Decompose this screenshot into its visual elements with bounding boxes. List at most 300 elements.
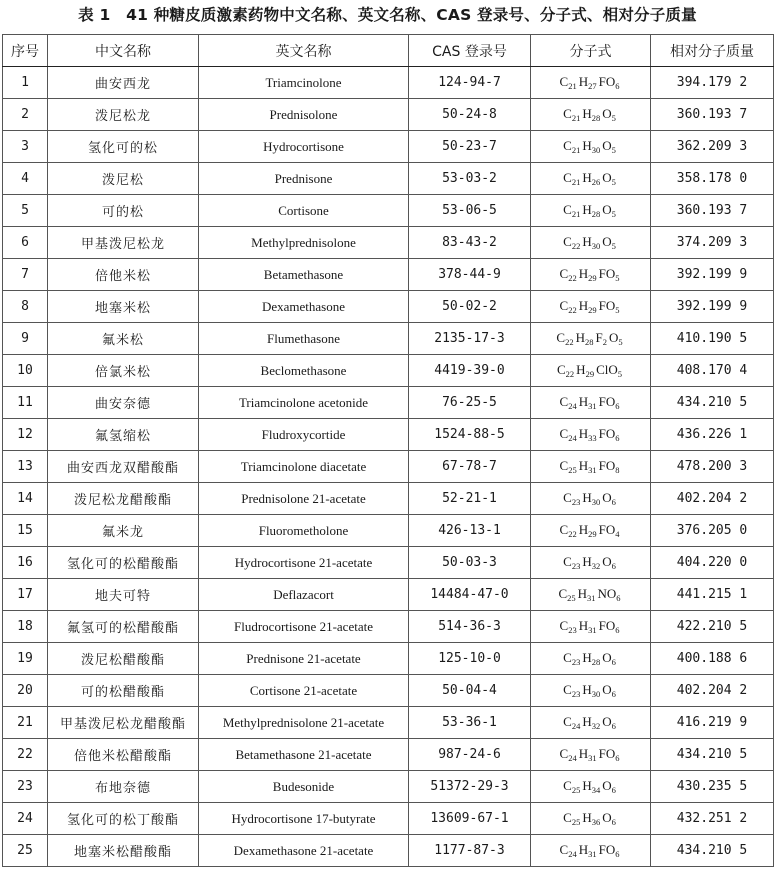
cell-chinese-name: 布地奈德 (48, 771, 199, 803)
formula-element: ClO (596, 362, 618, 377)
formula-element: C (563, 810, 572, 825)
formula-subscript: 29 (588, 529, 597, 539)
formula-subscript: 5 (615, 273, 620, 283)
cell-serial-number: 4 (3, 163, 48, 195)
cell-molecular-formula (531, 323, 651, 355)
formula-subscript: 22 (565, 369, 575, 379)
formula-element: H (582, 714, 592, 729)
cell-chinese-name: 泼尼松龙 (48, 99, 199, 131)
cell-molecular-mass: 394.179 2 (651, 67, 774, 99)
cell-molecular-mass: 478.200 3 (651, 451, 774, 483)
cell-molecular-mass: 404.220 0 (651, 547, 774, 579)
formula-subscript: 6 (611, 689, 616, 699)
formula-subscript: 30 (591, 145, 601, 155)
table-row (3, 835, 774, 867)
glucocorticoid-table (2, 34, 774, 867)
table-row (3, 675, 774, 707)
formula-subscript: 22 (568, 305, 577, 315)
formula-subscript: 5 (611, 209, 616, 219)
cell-serial-number: 8 (3, 291, 48, 323)
formula-element: C (559, 842, 569, 857)
cell-molecular-formula (531, 515, 651, 547)
cell-molecular-formula (531, 675, 651, 707)
formula-element: O (605, 74, 616, 89)
formula-subscript: 23 (571, 561, 581, 571)
formula-subscript: 8 (615, 465, 620, 475)
formula-element: C (559, 298, 569, 313)
cell-serial-number: 14 (3, 483, 48, 515)
cell-molecular-mass: 434.210 5 (651, 739, 774, 771)
formula-subscript: 33 (588, 433, 597, 443)
formula-element: O (605, 426, 616, 441)
formula-element: C (563, 106, 572, 121)
cell-molecular-mass: 376.205 0 (651, 515, 774, 547)
cell-molecular-mass: 358.178 0 (651, 163, 774, 195)
formula-subscript: 28 (591, 113, 601, 123)
formula-element: C (556, 330, 566, 345)
cell-cas-number: 67-78-7 (409, 451, 531, 483)
formula-element: C (563, 554, 572, 569)
table-caption: 表 1 41 种糖皮质激素药物中文名称、英文名称、CAS 登录号、分子式、相对分子质量 (78, 6, 697, 24)
cell-molecular-formula (531, 131, 651, 163)
formula-element: O (602, 714, 612, 729)
cell-serial-number: 24 (3, 803, 48, 835)
table-row (3, 739, 774, 771)
cell-english-name: Methylprednisolone 21-acetate (199, 707, 409, 739)
formula-element: H (578, 394, 589, 409)
formula-subscript: 23 (568, 625, 577, 635)
cell-chinese-name: 曲安奈德 (48, 387, 199, 419)
cell-molecular-formula (531, 483, 651, 515)
cell-cas-number: 378-44-9 (409, 259, 531, 291)
formula-element: C (563, 778, 572, 793)
cell-serial-number: 5 (3, 195, 48, 227)
cell-english-name: Deflazacort (199, 579, 409, 611)
formula-subscript: 23 (571, 657, 581, 667)
cell-chinese-name: 氟米松 (48, 323, 199, 355)
formula-subscript: 5 (617, 369, 622, 379)
cell-molecular-formula (531, 835, 651, 867)
formula-subscript: 6 (615, 433, 620, 443)
cell-cas-number: 76-25-5 (409, 387, 531, 419)
cell-serial-number: 18 (3, 611, 48, 643)
header-row (3, 35, 774, 67)
formula-subscript: 6 (611, 657, 616, 667)
cell-serial-number: 25 (3, 835, 48, 867)
formula-element: H (575, 330, 585, 345)
cell-chinese-name: 氟氢缩松 (48, 419, 199, 451)
cell-chinese-name: 可的松 (48, 195, 199, 227)
cell-molecular-formula (531, 291, 651, 323)
formula-element: H (578, 522, 589, 537)
table-row (3, 419, 774, 451)
cell-cas-number: 52-21-1 (409, 483, 531, 515)
formula-subscript: 2 (602, 337, 607, 347)
formula-subscript: 25 (571, 785, 581, 795)
cell-serial-number: 9 (3, 323, 48, 355)
cell-cas-number: 50-03-3 (409, 547, 531, 579)
formula-subscript: 26 (591, 177, 601, 187)
cell-molecular-formula (531, 771, 651, 803)
formula-subscript: 30 (591, 689, 601, 699)
cell-molecular-formula (531, 643, 651, 675)
formula-element: H (582, 810, 592, 825)
cell-english-name: Fludroxycortide (199, 419, 409, 451)
cell-serial-number: 7 (3, 259, 48, 291)
formula-element: N (597, 586, 607, 601)
formula-subscript: 22 (568, 529, 577, 539)
cell-serial-number: 1 (3, 67, 48, 99)
formula-element: C (559, 74, 569, 89)
cell-cas-number: 53-36-1 (409, 707, 531, 739)
cell-cas-number: 1524-88-5 (409, 419, 531, 451)
formula-element: O (602, 682, 612, 697)
table-row (3, 67, 774, 99)
formula-subscript: 34 (591, 785, 601, 795)
formula-subscript: 6 (615, 753, 620, 763)
formula-subscript: 6 (615, 401, 620, 411)
table-row (3, 451, 774, 483)
formula-element: F (598, 522, 606, 537)
table-row (3, 515, 774, 547)
cell-english-name: Triamcinolone acetonide (199, 387, 409, 419)
formula-element: O (606, 586, 617, 601)
formula-subscript: 6 (611, 721, 616, 731)
cell-molecular-formula (531, 195, 651, 227)
table-row (3, 387, 774, 419)
cell-chinese-name: 可的松醋酸酯 (48, 675, 199, 707)
formula-element: C (559, 426, 569, 441)
formula-subscript: 5 (618, 337, 623, 347)
cell-english-name: Triamcinolone diacetate (199, 451, 409, 483)
cell-english-name: Fluorometholone (199, 515, 409, 547)
table-row (3, 547, 774, 579)
table-row (3, 355, 774, 387)
cell-molecular-formula (531, 803, 651, 835)
table-row (3, 131, 774, 163)
table-row (3, 707, 774, 739)
cell-english-name: Beclomethasone (199, 355, 409, 387)
cell-english-name: Betamethasone 21-acetate (199, 739, 409, 771)
cell-chinese-name: 泼尼松龙醋酸酯 (48, 483, 199, 515)
formula-element: F (598, 426, 606, 441)
cell-molecular-mass: 362.209 3 (651, 131, 774, 163)
cell-cas-number: 53-03-2 (409, 163, 531, 195)
formula-element: C (559, 266, 569, 281)
formula-element: O (602, 170, 612, 185)
formula-subscript: 32 (591, 721, 601, 731)
cell-english-name: Hydrocortisone 21-acetate (199, 547, 409, 579)
cell-english-name: Hydrocortisone 17-butyrate (199, 803, 409, 835)
formula-subscript: 21 (571, 177, 581, 187)
formula-subscript: 24 (571, 721, 581, 731)
cell-serial-number: 22 (3, 739, 48, 771)
cell-chinese-name: 氢化可的松丁酸酯 (48, 803, 199, 835)
formula-element: O (605, 458, 616, 473)
cell-english-name: Dexamethasone 21-acetate (199, 835, 409, 867)
cell-molecular-mass: 441.215 1 (651, 579, 774, 611)
cell-english-name: Cortisone (199, 195, 409, 227)
cell-molecular-mass: 434.210 5 (651, 387, 774, 419)
cell-english-name: Prednisolone (199, 99, 409, 131)
formula-element: O (605, 618, 616, 633)
cell-cas-number: 1177-87-3 (409, 835, 531, 867)
formula-element: F (598, 266, 606, 281)
cell-molecular-formula (531, 451, 651, 483)
formula-element: C (563, 202, 572, 217)
formula-element: F (598, 842, 606, 857)
formula-subscript: 6 (611, 497, 616, 507)
formula-subscript: 22 (565, 337, 574, 347)
formula-subscript: 21 (568, 81, 577, 91)
table-row (3, 771, 774, 803)
formula-element: O (602, 490, 612, 505)
formula-element: C (559, 522, 569, 537)
formula-element: O (602, 138, 612, 153)
cell-molecular-formula (531, 739, 651, 771)
formula-element: H (582, 234, 592, 249)
cell-english-name: Prednisone (199, 163, 409, 195)
formula-subscript: 29 (588, 305, 597, 315)
formula-element: C (559, 618, 569, 633)
header-molecular-formula: 分子式 (531, 35, 651, 67)
cell-molecular-mass: 416.219 9 (651, 707, 774, 739)
cell-english-name: Flumethasone (199, 323, 409, 355)
cell-chinese-name: 曲安西龙双醋酸酯 (48, 451, 199, 483)
formula-element: C (563, 138, 572, 153)
cell-cas-number: 50-24-8 (409, 99, 531, 131)
cell-molecular-formula (531, 707, 651, 739)
formula-subscript: 31 (588, 849, 597, 859)
cell-english-name: Fludrocortisone 21-acetate (199, 611, 409, 643)
cell-molecular-mass: 402.204 2 (651, 483, 774, 515)
cell-cas-number: 50-23-7 (409, 131, 531, 163)
cell-molecular-mass: 374.209 3 (651, 227, 774, 259)
formula-subscript: 25 (567, 593, 576, 603)
cell-cas-number: 2135-17-3 (409, 323, 531, 355)
formula-element: H (582, 106, 592, 121)
cell-cas-number: 13609-67-1 (409, 803, 531, 835)
cell-molecular-mass: 392.199 9 (651, 291, 774, 323)
table-row (3, 291, 774, 323)
formula-subscript: 6 (616, 593, 621, 603)
header-molecular-mass: 相对分子质量 (651, 35, 774, 67)
cell-cas-number: 83-43-2 (409, 227, 531, 259)
cell-cas-number: 51372-29-3 (409, 771, 531, 803)
formula-subscript: 21 (571, 209, 581, 219)
cell-serial-number: 19 (3, 643, 48, 675)
formula-element: O (602, 554, 612, 569)
formula-element: O (608, 330, 619, 345)
formula-element: O (602, 202, 612, 217)
cell-molecular-mass: 422.210 5 (651, 611, 774, 643)
table-row (3, 227, 774, 259)
cell-molecular-formula (531, 259, 651, 291)
formula-element: H (578, 426, 589, 441)
formula-element: O (605, 842, 616, 857)
formula-subscript: 31 (588, 465, 597, 475)
formula-element: H (576, 362, 586, 377)
formula-element: C (563, 714, 572, 729)
cell-chinese-name: 氟米龙 (48, 515, 199, 547)
formula-subscript: 21 (571, 113, 581, 123)
formula-subscript: 24 (568, 433, 577, 443)
table-row (3, 99, 774, 131)
cell-cas-number: 4419-39-0 (409, 355, 531, 387)
formula-element: O (605, 522, 616, 537)
formula-subscript: 32 (591, 561, 601, 571)
formula-element: C (563, 682, 572, 697)
formula-subscript: 6 (615, 81, 620, 91)
header-english-name: 英文名称 (199, 35, 409, 67)
formula-element: C (563, 170, 572, 185)
formula-element: O (602, 650, 612, 665)
cell-english-name: Hydrocortisone (199, 131, 409, 163)
cell-cas-number: 426-13-1 (409, 515, 531, 547)
cell-english-name: Dexamethasone (199, 291, 409, 323)
formula-element: H (582, 778, 592, 793)
formula-subscript: 21 (571, 145, 581, 155)
cell-serial-number: 20 (3, 675, 48, 707)
formula-subscript: 22 (571, 241, 581, 251)
table-row (3, 803, 774, 835)
formula-subscript: 30 (591, 497, 601, 507)
table-row (3, 643, 774, 675)
cell-english-name: Prednisone 21-acetate (199, 643, 409, 675)
cell-chinese-name: 地夫可特 (48, 579, 199, 611)
cell-cas-number: 514-36-3 (409, 611, 531, 643)
header-cas-number: CAS 登录号 (409, 35, 531, 67)
cell-english-name: Triamcinolone (199, 67, 409, 99)
formula-element: O (605, 394, 616, 409)
formula-subscript: 25 (568, 465, 577, 475)
cell-molecular-formula (531, 419, 651, 451)
formula-subscript: 31 (588, 753, 597, 763)
cell-english-name: Methylprednisolone (199, 227, 409, 259)
formula-subscript: 22 (568, 273, 577, 283)
cell-molecular-formula (531, 99, 651, 131)
cell-cas-number: 124-94-7 (409, 67, 531, 99)
formula-element: H (582, 682, 592, 697)
formula-element: O (602, 810, 612, 825)
formula-element: O (605, 298, 616, 313)
cell-chinese-name: 甲基泼尼松龙 (48, 227, 199, 259)
cell-cas-number: 125-10-0 (409, 643, 531, 675)
formula-subscript: 5 (611, 241, 616, 251)
cell-serial-number: 10 (3, 355, 48, 387)
formula-element: H (577, 586, 588, 601)
cell-chinese-name: 泼尼松 (48, 163, 199, 195)
table-row (3, 195, 774, 227)
table-row (3, 579, 774, 611)
cell-chinese-name: 地塞米松 (48, 291, 199, 323)
cell-serial-number: 13 (3, 451, 48, 483)
formula-subscript: 31 (587, 593, 596, 603)
cell-molecular-mass: 410.190 5 (651, 323, 774, 355)
cell-chinese-name: 氢化可的松 (48, 131, 199, 163)
cell-molecular-formula (531, 355, 651, 387)
formula-element: H (578, 746, 589, 761)
formula-subscript: 5 (611, 145, 616, 155)
cell-molecular-formula (531, 611, 651, 643)
cell-molecular-formula (531, 163, 651, 195)
cell-english-name: Cortisone 21-acetate (199, 675, 409, 707)
formula-element: F (598, 618, 606, 633)
cell-serial-number: 11 (3, 387, 48, 419)
table-body (3, 67, 774, 867)
formula-subscript: 6 (611, 785, 616, 795)
table-row (3, 259, 774, 291)
cell-serial-number: 3 (3, 131, 48, 163)
formula-element: C (559, 746, 569, 761)
formula-subscript: 6 (611, 561, 616, 571)
cell-serial-number: 12 (3, 419, 48, 451)
cell-molecular-mass: 436.226 1 (651, 419, 774, 451)
formula-element: H (578, 74, 589, 89)
formula-element: H (578, 842, 589, 857)
formula-subscript: 24 (568, 753, 577, 763)
formula-subscript: 31 (588, 625, 597, 635)
cell-molecular-mass: 392.199 9 (651, 259, 774, 291)
table-row (3, 163, 774, 195)
formula-element: H (578, 266, 589, 281)
cell-serial-number: 21 (3, 707, 48, 739)
cell-chinese-name: 倍氯米松 (48, 355, 199, 387)
cell-serial-number: 6 (3, 227, 48, 259)
formula-subscript: 4 (615, 529, 620, 539)
formula-element: C (558, 586, 568, 601)
formula-subscript: 25 (571, 817, 581, 827)
formula-subscript: 29 (585, 369, 595, 379)
formula-element: O (605, 746, 616, 761)
cell-chinese-name: 氟氢可的松醋酸酯 (48, 611, 199, 643)
formula-element: H (582, 554, 592, 569)
formula-element: F (598, 394, 606, 409)
formula-element: F (598, 74, 606, 89)
cell-molecular-mass: 360.193 7 (651, 99, 774, 131)
formula-element: O (602, 234, 612, 249)
formula-subscript: 23 (571, 497, 581, 507)
cell-molecular-mass: 360.193 7 (651, 195, 774, 227)
formula-element: O (605, 266, 616, 281)
cell-cas-number: 50-02-2 (409, 291, 531, 323)
cell-serial-number: 16 (3, 547, 48, 579)
cell-chinese-name: 地塞米松醋酸酯 (48, 835, 199, 867)
formula-subscript: 36 (591, 817, 601, 827)
cell-chinese-name: 甲基泼尼松龙醋酸酯 (48, 707, 199, 739)
table-row (3, 611, 774, 643)
formula-element: H (578, 458, 589, 473)
cell-english-name: Betamethasone (199, 259, 409, 291)
cell-chinese-name: 氢化可的松醋酸酯 (48, 547, 199, 579)
formula-subscript: 28 (591, 657, 601, 667)
header-chinese-name: 中文名称 (48, 35, 199, 67)
formula-subscript: 5 (615, 305, 620, 315)
cell-molecular-formula (531, 579, 651, 611)
formula-subscript: 5 (611, 113, 616, 123)
formula-subscript: 6 (611, 817, 616, 827)
formula-subscript: 6 (615, 625, 620, 635)
formula-element: C (559, 458, 569, 473)
formula-element: C (563, 234, 572, 249)
cell-serial-number: 17 (3, 579, 48, 611)
header-serial-number: 序号 (3, 35, 48, 67)
formula-element: C (557, 362, 566, 377)
formula-subscript: 23 (571, 689, 581, 699)
cell-molecular-mass: 434.210 5 (651, 835, 774, 867)
cell-molecular-formula (531, 67, 651, 99)
cell-chinese-name: 泼尼松醋酸酯 (48, 643, 199, 675)
